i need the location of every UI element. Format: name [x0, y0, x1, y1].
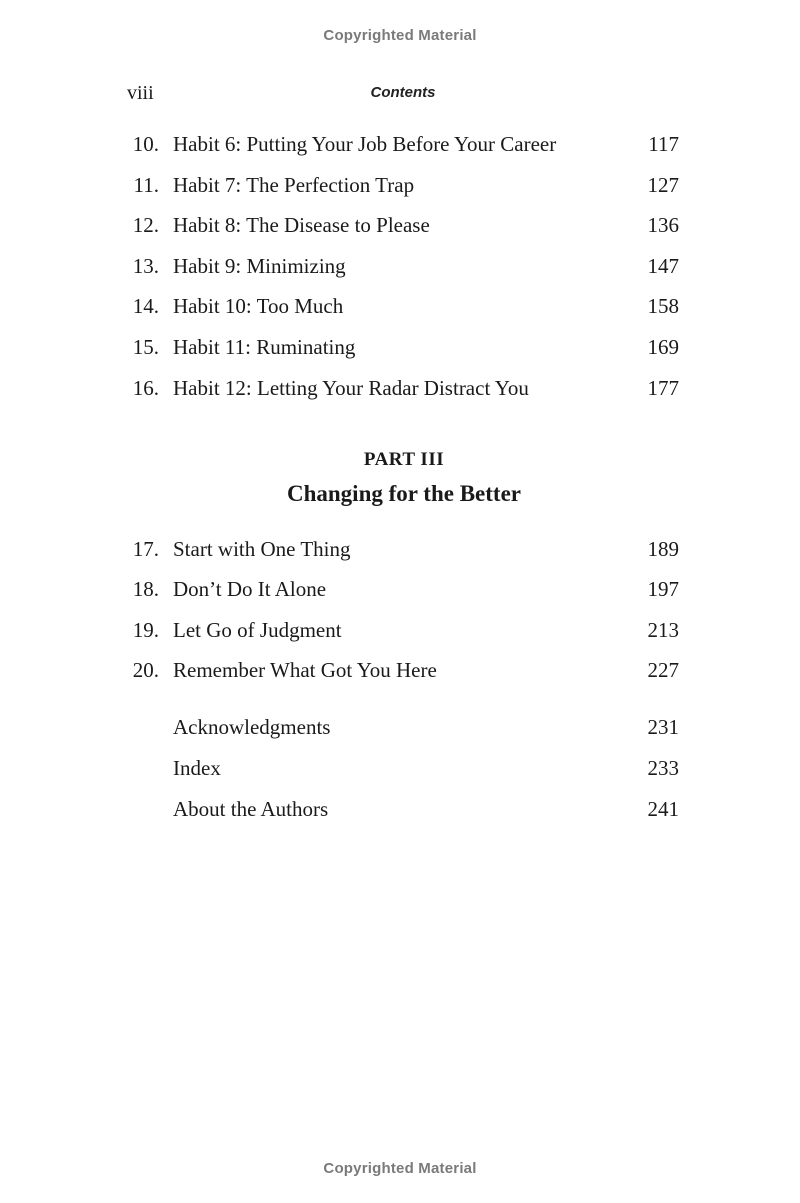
toc-entry-back-matter[interactable]: [0, 754, 800, 782]
toc-entry[interactable]: [0, 130, 800, 158]
back-matter-title: About the Authors: [173, 797, 329, 821]
chapter-title: Habit 6: Putting Your Job Before Your Career: [173, 132, 557, 156]
copyright-watermark-bottom: Copyrighted Material: [323, 1160, 477, 1177]
part-title: Changing for the Better: [286, 481, 522, 506]
chapter-title: Habit 8: The Disease to Please: [173, 213, 430, 237]
chapter-title: Habit 10: Too Much: [173, 294, 344, 318]
chapter-title: Let Go of Judgment: [173, 618, 342, 642]
toc-entry[interactable]: [0, 656, 800, 684]
chapter-number: 10.: [132, 132, 159, 156]
chapter-number: 19.: [132, 618, 159, 642]
back-matter-title: Acknowledgments: [173, 715, 331, 739]
chapter-number: 16.: [132, 376, 159, 400]
chapter-number: 11.: [133, 173, 159, 197]
page-number: 158: [647, 294, 679, 318]
chapter-title: Habit 7: The Perfection Trap: [173, 173, 415, 197]
chapter-title: Habit 11: Ruminating: [173, 335, 356, 359]
chapter-number: 20.: [132, 658, 159, 682]
copyright-watermark-top: Copyrighted Material: [323, 27, 477, 44]
page-folio: viii: [127, 82, 154, 104]
running-title: Contents: [370, 84, 436, 101]
toc-entry[interactable]: [0, 575, 800, 603]
page-number: 177: [647, 376, 679, 400]
toc-entry[interactable]: [0, 616, 800, 644]
toc-entry[interactable]: [0, 211, 800, 239]
chapter-title: Remember What Got You Here: [173, 658, 437, 682]
page-number: 189: [647, 537, 679, 561]
page-number: 127: [647, 173, 679, 197]
part-label: PART III: [363, 449, 445, 470]
toc-entry[interactable]: [0, 535, 800, 563]
chapter-title: Habit 12: Letting Your Radar Distract You: [173, 376, 529, 400]
toc-entry[interactable]: [0, 374, 800, 402]
toc-entry-back-matter[interactable]: [0, 713, 800, 741]
chapter-title: Start with One Thing: [173, 537, 351, 561]
page-number: 136: [647, 213, 679, 237]
toc-entry[interactable]: [0, 333, 800, 361]
chapter-number: 14.: [132, 294, 159, 318]
page-number: 213: [647, 618, 679, 642]
page-number: 147: [647, 254, 679, 278]
toc-entry[interactable]: [0, 171, 800, 199]
page-number: 233: [647, 756, 679, 780]
back-matter-title: Index: [173, 756, 221, 780]
running-head: [127, 82, 679, 106]
page-number: 241: [647, 797, 679, 821]
chapter-number: 12.: [132, 213, 159, 237]
toc-entry-back-matter[interactable]: [0, 795, 800, 823]
chapter-title: Don’t Do It Alone: [173, 577, 327, 601]
toc-entry[interactable]: [0, 252, 800, 280]
page-number: 231: [647, 715, 679, 739]
page-number: 197: [647, 577, 679, 601]
page-number: 117: [648, 132, 679, 156]
page-number: 169: [647, 335, 679, 359]
chapter-number: 18.: [132, 577, 159, 601]
chapter-number: 17.: [132, 537, 159, 561]
chapter-title: Habit 9: Minimizing: [173, 254, 346, 278]
chapter-number: 13.: [132, 254, 159, 278]
chapter-number: 15.: [132, 335, 159, 359]
page-number: 227: [647, 658, 679, 682]
toc-entry[interactable]: [0, 292, 800, 320]
